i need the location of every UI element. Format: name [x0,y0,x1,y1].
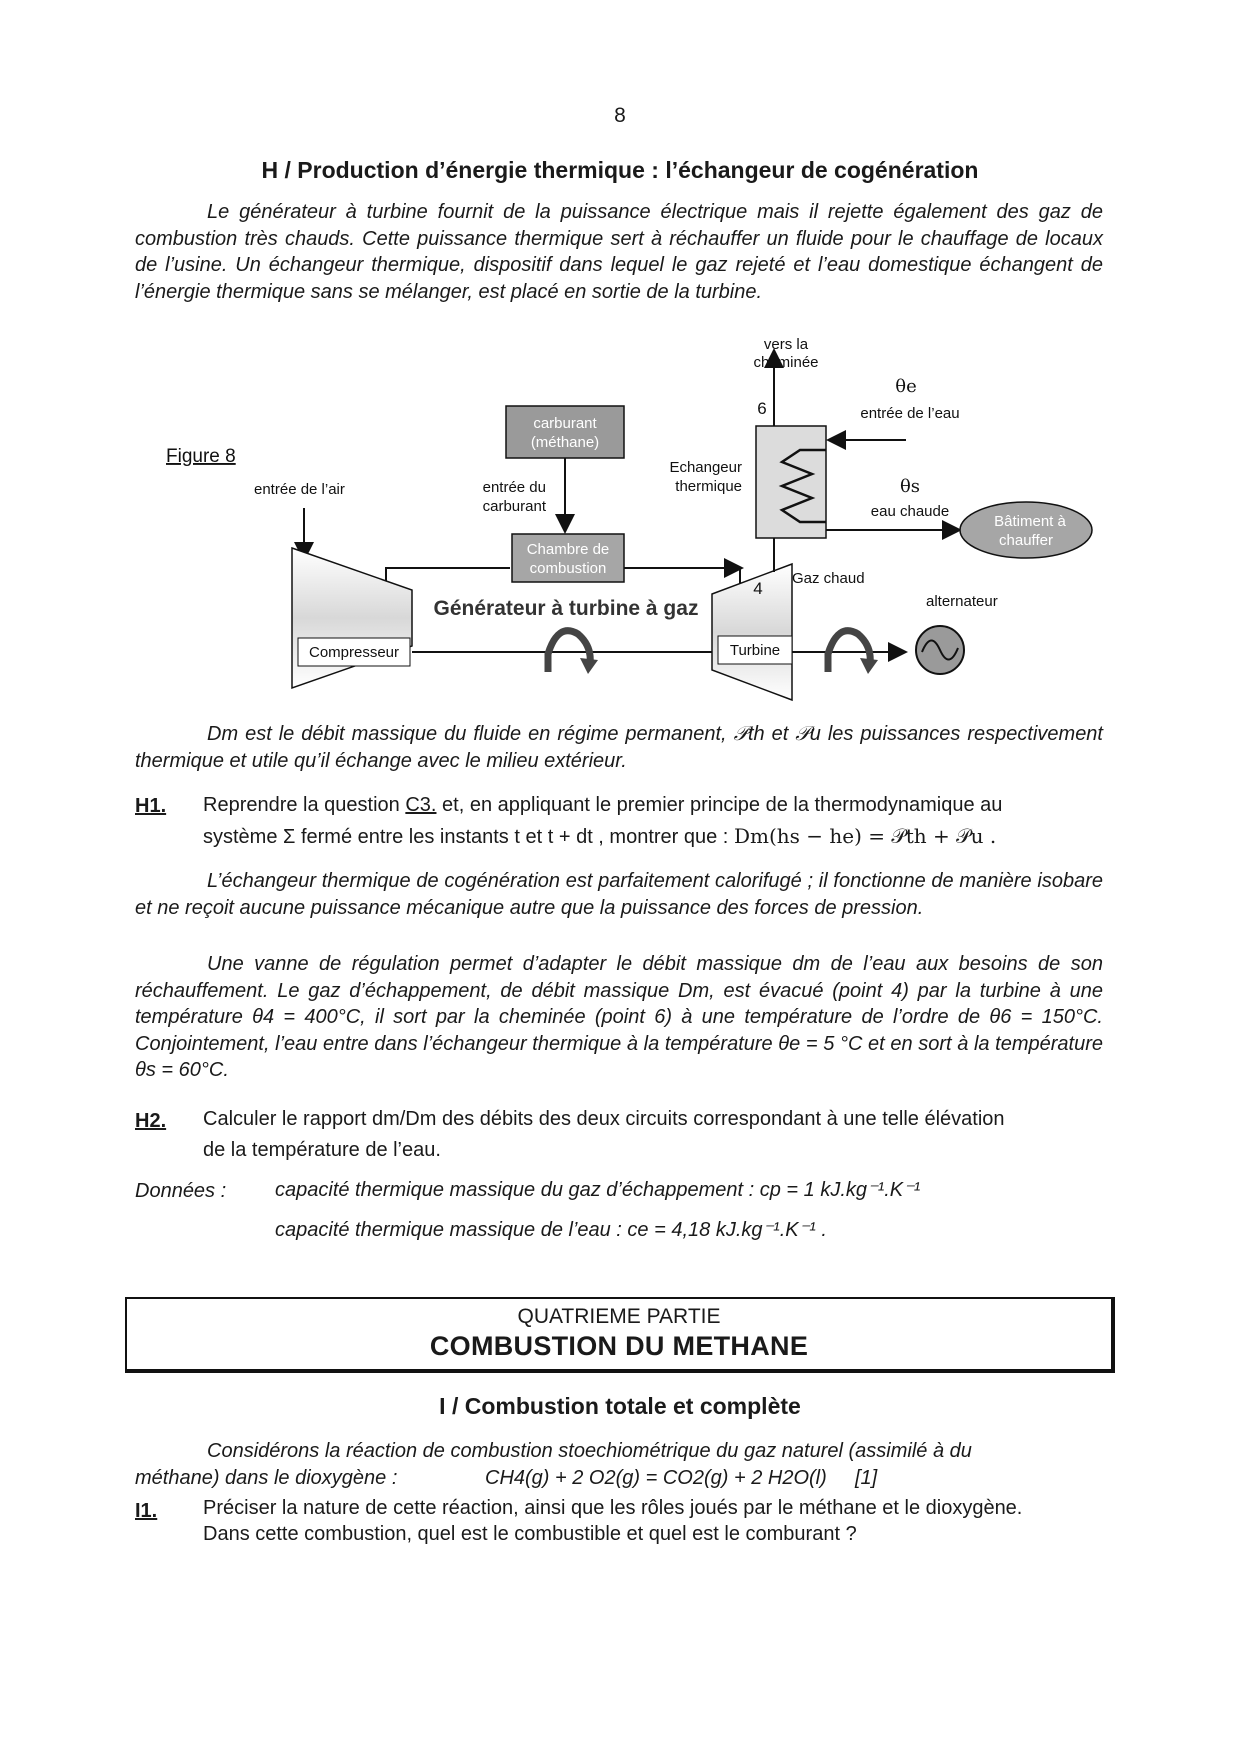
question-h1-label: H1. [135,795,167,817]
donnees-line-1: capacité thermique massique du gaz d’échappement : cp = 1 kJ.kg⁻¹.K⁻¹ [275,1179,921,1201]
calorifuge-paragraph [135,868,1103,921]
question-h2-label: H2. [135,1110,167,1132]
dm-text-2: les puissances [827,723,961,745]
h1-text-1: Reprendre la question [203,794,400,816]
rotation-arrowhead-1 [580,658,598,674]
eau-chaude-label: eau chaude [870,503,950,520]
entree-du-label: entrée du [482,479,546,496]
i1-text-1: Préciser la nature de cette réaction, ainsi que les rôles joués par le méthane et le dioxygène. [203,1497,1023,1519]
turbine-shape [712,564,792,700]
question-i1-label: I1. [135,1500,158,1522]
batiment-label-2: chauffer [999,532,1053,549]
h1-equation: Dm(hs − he) = 𝒫th + 𝒫u . [733,824,997,848]
question-h2-text [203,1104,1103,1166]
question-i1-text [203,1495,1103,1547]
part-4-big-title: COMBUSTION DU METHANE [429,1331,809,1361]
carburant-inlet-label: carburant [482,498,546,515]
entree-eau-label: entrée de l’eau [860,405,960,422]
section-i-intro-1: Considérons la réaction de combustion stoechiométrique du gaz naturel (assimilé à du [207,1440,972,1462]
section-i-title: I / Combustion totale et complète [439,1393,801,1419]
page-number: 8 [614,104,626,127]
echangeur-label-1: Echangeur [669,459,742,476]
donnees-text [275,1170,920,1250]
dm-symbol: Dm [207,723,239,745]
donnees-line-2: capacité thermique massique de l’eau : ce = 4,18 kJ.kg⁻¹.K⁻¹ . [275,1219,827,1241]
entree-air-label: entrée de l’air [254,481,345,498]
batiment-label-1: Bâtiment à [994,513,1066,530]
figure-8-diagram [0,330,1240,710]
theta-e-label: θe [895,376,917,397]
reaction-ref: [1] [855,1466,878,1489]
section-i-intro [135,1438,1103,1491]
h2-text-2: de la température de l’eau. [203,1139,441,1161]
gaz-chaud-label: Gaz chaud [792,570,865,587]
chambre-label-2: combustion [529,560,607,577]
part-4-small-title: QUATRIEME PARTIE [517,1305,721,1328]
section-h-intro [135,199,1103,305]
compressor-label: Compresseur [308,644,400,661]
h1-text-3: système Σ fermé entre les instants t et t + dt , montrer que : [203,826,729,848]
section-h-title: H / Production d’énergie thermique : l’échangeur de cogénération [261,157,979,183]
vers-la-label: vers la [763,336,809,353]
calorifuge-text: L’échangeur thermique de cogénération est parfaitement calorifugé ; il fonctionne de manière isobare et ne reçoit aucune puissance mécanique autre que la puissance des forces de pression. [135,870,1103,919]
alternateur-label: alternateur [926,593,998,610]
dm-et: et [771,723,789,745]
rotation-arrowhead-2 [860,658,878,674]
vanne-text: Une vanne de régulation permet d’adapter le débit massique dm de l’eau aux besoins de son réchauffement. Le gaz d’échappement, de débit massique Dm, est évacué (point 4) par la turbine à une température θ4 = 400°C, il sort par la cheminée (point 6) à une température de l’ordre de θ6 = 150°C. Conjointement, l’eau entre dans l’échangeur thermique à la température θe = 5 °C et en sort à la température θs = 60°C. [135,953,1103,1081]
point-4-label: 4 [753,579,763,598]
generator-title: Générateur à turbine à gaz [433,597,699,620]
turbine-label: Turbine [729,642,781,659]
building-ellipse [960,502,1092,558]
chambre-label-1: Chambre de [526,541,610,558]
dm-paragraph [135,721,1103,774]
carburant-label-1: carburant [533,415,597,432]
dm-text-3: respectivement thermique et utile qu’il échange avec le milieu extérieur. [135,723,1103,772]
carburant-label-2: (méthane) [530,434,600,451]
echangeur-label-2: thermique [675,478,742,495]
donnees-label: Données : [135,1180,227,1202]
part-4-box [125,1297,1115,1373]
section-h-intro-text: Le générateur à turbine fournit de la puissance électrique mais il rejette également des gaz de combustion très chauds. Cette puissance thermique sert à réchauffer un fluide pour le chauffage de locaux de l’usine. Un échangeur thermique, dispositif dans lequel le gaz rejeté et l’eau domestique échangent de l’énergie thermique sans se mélanger, est placé en sortie de la turbine. [135,201,1103,303]
theta-s-label: θs [899,476,921,497]
pu-symbol: 𝒫u [795,723,821,745]
dm-text-1: est le débit massique du fluide en régime permanent, [245,723,727,745]
figure-label: Figure 8 [166,446,236,467]
i1-text-2: Dans cette combustion, quel est le combustible et quel est le comburant ? [203,1523,857,1545]
section-i-intro-2: méthane) dans le dioxygène : [135,1466,398,1489]
question-h1-text [203,790,1103,853]
point-6-label: 6 [757,399,767,418]
reaction-equation: CH4(g) + 2 O2(g) = CO2(g) + 2 H2O(l) [485,1466,827,1489]
h1-text-2: et, en appliquant le premier principe de la thermodynamique au [442,794,1003,816]
vanne-paragraph [135,951,1103,1084]
cheminee-label: cheminée [753,354,819,371]
h2-text-1: Calculer le rapport dm/Dm des débits des deux circuits correspondant à une telle élévation [203,1108,1005,1130]
pth-symbol: 𝒫th [733,723,765,745]
h1-ref-c3: C3. [405,794,437,816]
